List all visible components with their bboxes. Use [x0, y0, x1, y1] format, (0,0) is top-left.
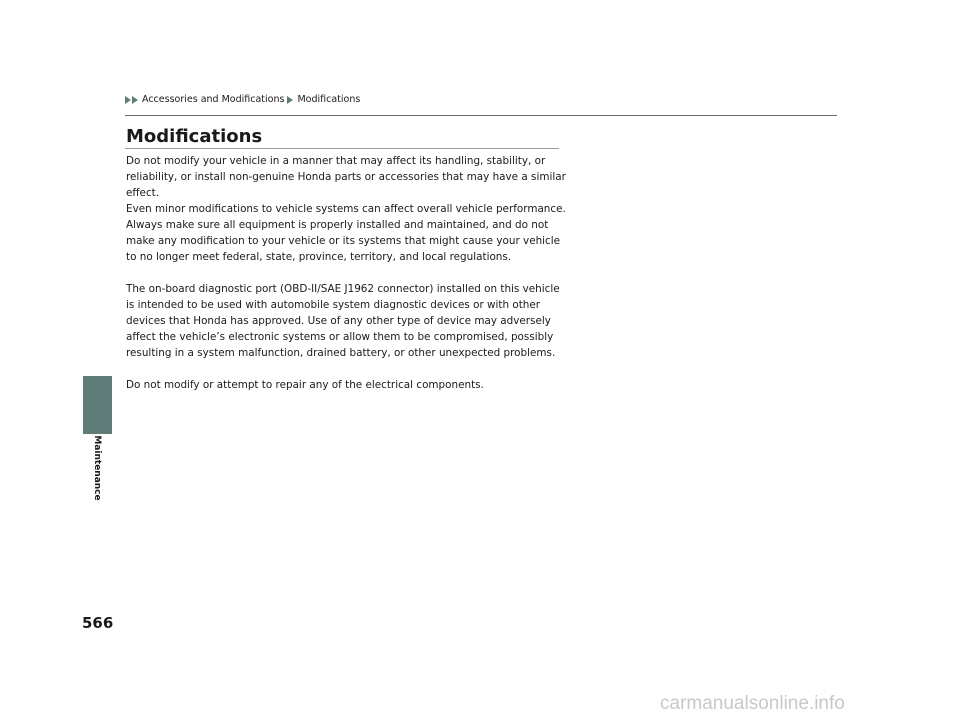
paragraph-1-line: Even minor modifications to vehicle systems can affect overall vehicle performance.: [126, 203, 566, 215]
body-text: [126, 153, 566, 393]
paragraph-1-line: Do not modify your vehicle in a manner that may affect its handling, stability, or: [126, 155, 546, 167]
paragraph-1-line: reliability, or install non-genuine Honda parts or accessories that may have a similar: [126, 171, 566, 183]
title-divider: [125, 148, 559, 149]
paragraph-2-line: resulting in a system malfunction, drained battery, or other unexpected problems.: [126, 347, 556, 359]
watermark: carmanualsonline.info: [660, 693, 845, 714]
paragraph-2-line: devices that Honda has approved. Use of any other type of device may adversely: [126, 315, 551, 327]
page-number: 566: [82, 614, 114, 632]
breadcrumb-item-accessories[interactable]: Accessories and Modifications: [142, 94, 285, 105]
paragraph-1-line: to no longer meet federal, state, province, territory, and local regulations.: [126, 251, 512, 263]
double-arrow-icon: [125, 96, 139, 104]
page-title: Modifications: [126, 126, 263, 147]
paragraph-1-line: make any modification to your vehicle or its systems that might cause your vehicle: [126, 235, 561, 247]
paragraph-1-line: effect.: [126, 187, 160, 199]
section-tab: [83, 376, 112, 434]
breadcrumb-item-modifications[interactable]: Modifications: [297, 94, 361, 105]
paragraph-3-line: Do not modify or attempt to repair any of the electrical components.: [126, 379, 484, 391]
section-label: Maintenance: [92, 435, 102, 501]
arrow-icon: [287, 96, 294, 104]
breadcrumb: [125, 94, 360, 105]
paragraph-2-line: is intended to be used with automobile system diagnostic devices or with other: [126, 299, 541, 311]
header-divider: [125, 115, 837, 116]
paragraph-1-line: Always make sure all equipment is properly installed and maintained, and do not: [126, 219, 549, 231]
paragraph-2-line: The on-board diagnostic port (OBD-II/SAE J1962 connector) installed on this vehicle: [126, 283, 560, 295]
paragraph-2-line: affect the vehicle’s electronic systems or allow them to be compromised, possibly: [126, 331, 554, 343]
